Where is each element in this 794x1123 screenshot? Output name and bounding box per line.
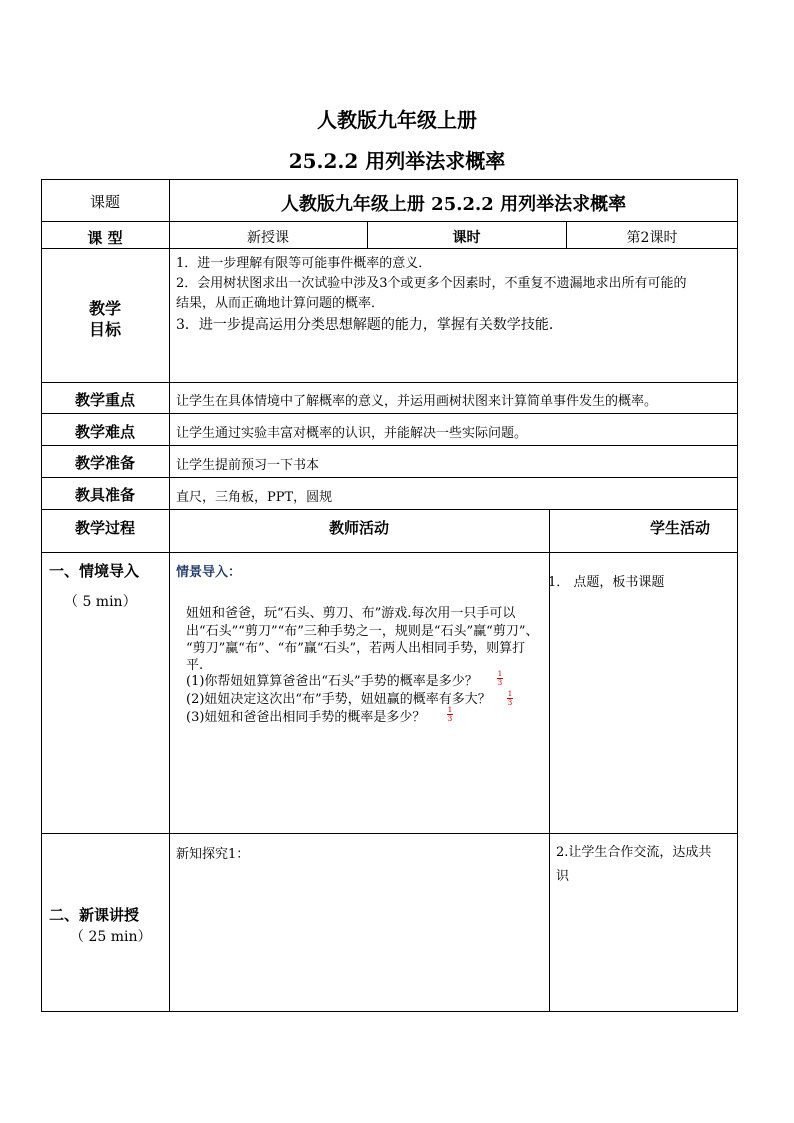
question-3: (3)妞妞和爸爸出相同手势的概率是多少？ xyxy=(186,710,426,725)
hours-value: 第2课时 xyxy=(626,230,678,246)
question-2: (2)妞妞决定这次出“布”手势，妞妞赢的概率有多大？ xyxy=(186,692,491,707)
topic-value: 人教版九年级上册 25.2.2 用列举法求概率 xyxy=(280,194,627,215)
section1-title: 一、情境导入 xyxy=(49,562,140,580)
document-title-line1: 人教版九年级上册 xyxy=(317,108,477,132)
answer-fraction-3 xyxy=(446,706,454,723)
scenario-line-1: 妞妞和爸爸，玩“石头、剪刀、布”游戏.每次用一只手可以 xyxy=(186,606,516,621)
objectives-label-line2: 目标 xyxy=(88,320,121,339)
answer-fraction-2 xyxy=(506,690,514,707)
process-header: 教学过程 xyxy=(74,519,135,537)
student-activity-header: 学生活动 xyxy=(650,519,711,537)
objective-3: 3．进一步提高运用分类思想解题的能力，掌握有关数学技能． xyxy=(176,317,563,333)
section2-title: 二、新课讲授 xyxy=(49,906,140,924)
section1-student-activity: 1． 点题，板书课题 xyxy=(548,575,665,590)
answer-2-denominator: 3 xyxy=(507,699,513,707)
type-value: 新授课 xyxy=(247,230,289,246)
tools-label: 教具准备 xyxy=(74,486,135,504)
type-label: 课 型 xyxy=(87,229,123,247)
teacher-activity-header: 教师活动 xyxy=(328,519,389,537)
section2-teacher-text: 新知探究1： xyxy=(176,847,250,862)
objectives-label-line1: 教学 xyxy=(88,299,121,318)
objective-2-line2: 结果，从而正确地计算问题的概率． xyxy=(176,296,385,311)
tools-value: 直尺，三角板，PPT，圆规 xyxy=(176,490,333,505)
section1-teacher-heading: 情景导入： xyxy=(176,565,242,580)
topic-label: 课题 xyxy=(89,193,120,211)
document-title-line2: 25.2.2 用列举法求概率 xyxy=(288,149,506,173)
answer-1-numerator: 1 xyxy=(497,670,503,678)
section2-student-line1: 2.让学生合作交流，达成共 xyxy=(556,845,712,860)
section2-time: （ 25 min） xyxy=(70,929,152,945)
answer-3-numerator: 1 xyxy=(447,706,453,714)
preparation-value: 让学生提前预习一下书本 xyxy=(176,458,320,473)
preparation-label: 教学准备 xyxy=(74,454,135,472)
objective-2-line1: 2．会用树状图求出一次试验中涉及3个或更多个因素时，不重复不遗漏地求出所有可能的 xyxy=(176,276,687,291)
answer-1-denominator: 3 xyxy=(497,679,503,687)
scenario-line-3: “剪刀”赢“布”、“布”赢“石头”，若两人出相同手势，则算打 xyxy=(186,641,526,656)
answer-2-numerator: 1 xyxy=(507,690,513,698)
scenario-line-4: 平. xyxy=(186,658,204,673)
section1-time: （ 5 min） xyxy=(64,594,137,610)
answer-3-denominator: 3 xyxy=(447,715,453,723)
difficulty-value: 让学生通过实验丰富对概率的认识，并能解决一些实际问题。 xyxy=(176,426,528,441)
objective-1: 1．进一步理解有限等可能事件概率的意义． xyxy=(176,256,432,271)
answer-fraction-1 xyxy=(496,670,504,687)
key-point-label: 教学重点 xyxy=(74,391,135,409)
difficulty-label: 教学难点 xyxy=(74,423,135,441)
key-point-value: 让学生在具体情境中了解概率的意义，并运用画树状图来计算简单事件发生的概率。 xyxy=(176,394,658,409)
hours-label: 课时 xyxy=(452,230,481,246)
section2-student-line2: 识 xyxy=(556,869,570,884)
scenario-line-2: 出“石头”“剪刀”“布”三种手势之一，规则是“石头”赢“剪刀”、 xyxy=(186,624,539,639)
question-1: (1)你帮妞妞算算爸爸出“石头”手势的概率是多少？ xyxy=(186,674,478,689)
